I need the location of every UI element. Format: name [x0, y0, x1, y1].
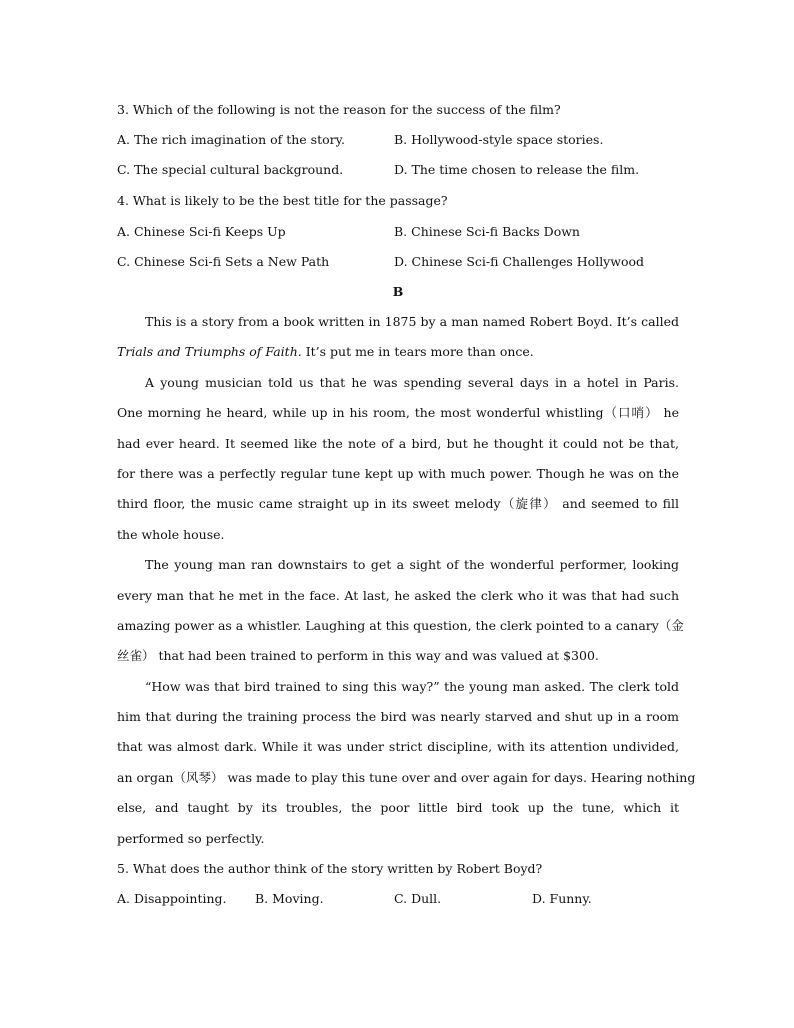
- passage-p4-line-3: that was almost dark. While it was under strict discipline, with its attention undivided,: [117, 739, 679, 754]
- passage-p3-line-3: amazing power as a whistler. Laughing at this question, the clerk pointed to a canary（金: [117, 618, 684, 633]
- passage-p2-line-3: had ever heard. It seemed like the note of a bird, but he thought it could not be that,: [117, 436, 679, 451]
- passage-p4-line-5: else, and taught by its troubles, the poor little bird took up the tune, which it: [117, 800, 679, 815]
- passage-p4-line-4: an organ（风琴） was made to play this tune over and over again for days. Hearing nothing: [117, 770, 696, 785]
- passage-p4-line-6: performed so perfectly.: [117, 831, 265, 846]
- question-4-option-a: A. Chinese Sci-fi Keeps Up: [117, 224, 286, 239]
- passage-p4-line-2: him that during the training process the bird was nearly starved and shut up in a room: [117, 709, 679, 724]
- passage-p2-line-4: for there was a perfectly regular tune kept up with much power. Though he was on the: [117, 466, 679, 481]
- question-3-option-a: A. The rich imagination of the story.: [117, 132, 345, 147]
- passage-p2-line-5: third floor, the music came straight up in its sweet melody（旋律） and seemed to fill: [117, 496, 679, 511]
- passage-p3-line-4: 丝雀） that had been trained to perform in this way and was valued at $300.: [117, 648, 599, 663]
- question-3-option-d: D. The time chosen to release the film.: [394, 162, 640, 177]
- question-5-option-a: A. Disappointing.: [117, 891, 227, 906]
- passage-p3-line-1: The young man ran downstairs to get a sight of the wonderful performer, looking: [145, 557, 679, 572]
- passage-p1-line-2: [117, 344, 534, 360]
- passage-p3-line-2: every man that he met in the face. At last, he asked the clerk who it was that had such: [117, 588, 679, 603]
- book-title: Trials and Triumphs of Faith.: [117, 344, 302, 359]
- question-4-option-d: D. Chinese Sci-fi Challenges Hollywood: [394, 254, 644, 269]
- question-5-option-b: B. Moving.: [255, 891, 324, 906]
- passage-p2-line-1: A young musician told us that he was spending several days in a hotel in Paris.: [145, 375, 679, 390]
- question-5-option-c: C. Dull.: [394, 891, 442, 906]
- question-5-option-d: D. Funny.: [532, 891, 592, 906]
- question-3-option-c: C. The special cultural background.: [117, 162, 344, 177]
- question-5-stem: 5. What does the author think of the story written by Robert Boyd?: [117, 861, 543, 876]
- question-3-stem: 3. Which of the following is not the reason for the success of the film?: [117, 102, 561, 117]
- question-3-option-b: B. Hollywood-style space stories.: [394, 132, 604, 147]
- section-b-heading: B: [392, 284, 404, 299]
- question-4-option-b: B. Chinese Sci-fi Backs Down: [394, 224, 580, 239]
- passage-p2-line-2: One morning he heard, while up in his room, the most wonderful whistling（口哨） he: [117, 405, 679, 420]
- question-4-stem: 4. What is likely to be the best title for the passage?: [117, 193, 448, 208]
- passage-p1-line-1: This is a story from a book written in 1875 by a man named Robert Boyd. It’s called: [145, 314, 679, 329]
- passage-p2-line-6: the whole house.: [117, 527, 225, 542]
- passage-p4-line-1: “How was that bird trained to sing this way?” the young man asked. The clerk told: [145, 679, 679, 694]
- question-4-option-c: C. Chinese Sci-fi Sets a New Path: [117, 254, 330, 269]
- passage-p1-line-2-rest: It’s put me in tears more than once.: [301, 344, 534, 359]
